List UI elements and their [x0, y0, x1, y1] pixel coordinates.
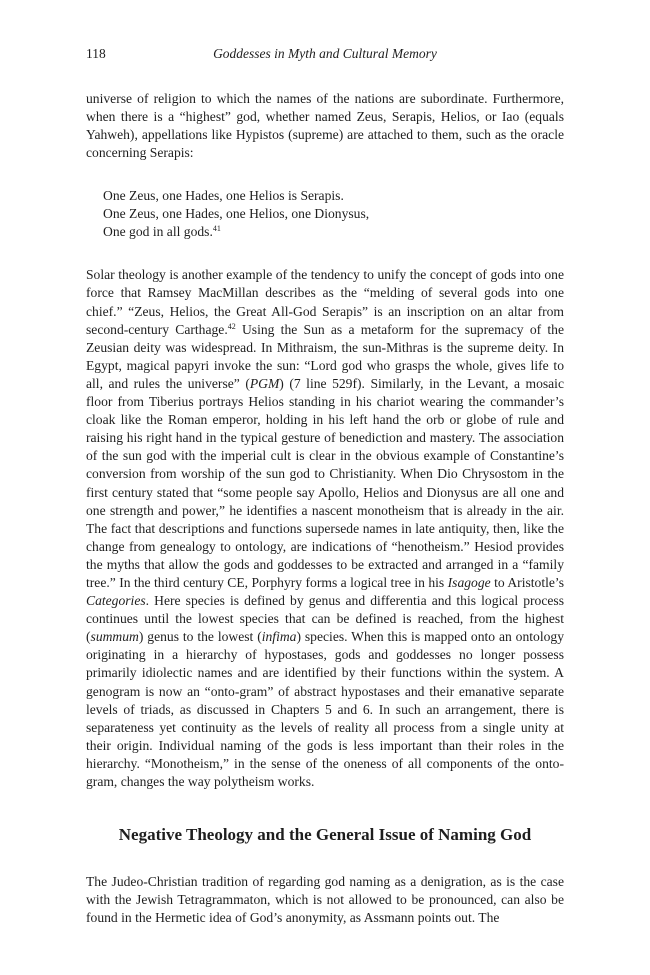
text-run: ) species. When this is mapped onto an ontology originating in a hierarchy of hypostases, gods and goddesses no longer possess primarily idiolectic names and are identified by their functions within the system. A genogram is now an “onto-gram” of abstract hypostases and their emanative separate levels of triads, as discussed in Chapters 5 and 6. In such an arrangement, there is separateness yet continuity as the levels of reality all process from a single unity at their origin. Individual naming of the gods is less important than their roles in the hierarchy. “Monotheism,” in the sense of the oneness of all components of the onto-gram, changes the way polytheism works.	[86, 629, 565, 789]
italic-term: infima	[261, 629, 297, 645]
text-run: Solar theology is another example of the tendency to unify the concept of gods into one force that Ramsey MacMillan describes as the “melding of several gods into one chief.” “Zeus, Helios, the Great All-God Serapis” is an inscription on an altar from second-century Carthage.	[86, 267, 564, 337]
text-run: . Here species is defined by genus and differentia and this logical process continues until the lowest species that can be defined is reached, from the highest (	[86, 593, 564, 645]
paragraph-continued: universe of religion to which the names of the nations are subordinate. Furthermore, when there is a “highest” god, whether named Zeus, Serapis, Helios, or Iao (equals Yahweh), appellations like Hypistos (supreme) are attached to them, such as the oracle concerning Serapis:	[86, 91, 564, 161]
text-run: Using the Sun as a metaform for the supremacy of the Zeusian deity was widespread. In Mithraism, the sun-Mithras is the supreme deity. In Egypt, magical papyri invoke the sun: “Lord god who grasps the whole, gives life to all, and rules the universe” (	[86, 321, 564, 391]
footnote-ref: 41	[212, 224, 221, 234]
text-run: to Aristotle’s	[490, 574, 565, 590]
text-run: ) (7 line 529f). Similarly, in the Levant, a mosaic floor from Tiberius portrays Helios standing in his chariot wearing the commander’s cloak like the Roman emperor, holding in his left hand the orb or globe of rule and raising his right hand in the typical gesture of benediction and mastery. The association of the sun god with the imperial cult is clear in the obvious example of Constantine’s conversion from worship of the sun god to Christianity. When Dio Chrysostom in the first century stated that “some people say Apollo, Helios and Dionysus are all one and one strength and power,” he identifies a nascent monotheism that is already in the air. The fact that descriptions and functions supersede names in late antiquity, then, like the change from genealogy to ontology, are indications of “henotheism.” Hesiod provides the myths that allow the gods and goddesses to be extracted and arranged in a “family tree.” In the third century CE, Porphyry forms a logical tree in his	[86, 375, 564, 590]
running-header	[86, 46, 564, 66]
italic-term: summum	[90, 629, 139, 645]
quote-line: One Zeus, one Hades, one Helios, one Dionysus,	[103, 206, 370, 222]
quote-line	[103, 223, 564, 241]
italic-term: PGM	[249, 375, 280, 391]
text-run: ) genus to the lowest (	[138, 629, 262, 645]
running-title: Goddesses in Myth and Cultural Memory	[213, 46, 437, 61]
paragraph-solar-theology	[86, 266, 564, 791]
footnote-ref: 42	[227, 321, 236, 331]
quote-line: One Zeus, one Hades, one Helios is Serapis.	[103, 188, 344, 204]
page-body	[86, 90, 564, 927]
italic-title: Categories	[86, 593, 146, 609]
italic-title: Isagoge	[447, 574, 491, 590]
oracle-quote	[103, 187, 564, 241]
quote-line-text: One god in all gods.	[103, 224, 213, 240]
paragraph-negative-theology: The Judeo-Christian tradition of regarding god naming as a denigration, as is the case with the Jewish Tetragrammaton, which is not allowed to be pronounced, can also be found in the Hermetic idea of God’s anonymity, as Assmann points out. The	[86, 874, 564, 926]
page-number: 118	[86, 46, 106, 61]
section-heading: Negative Theology and the General Issue of Naming God	[118, 825, 532, 845]
